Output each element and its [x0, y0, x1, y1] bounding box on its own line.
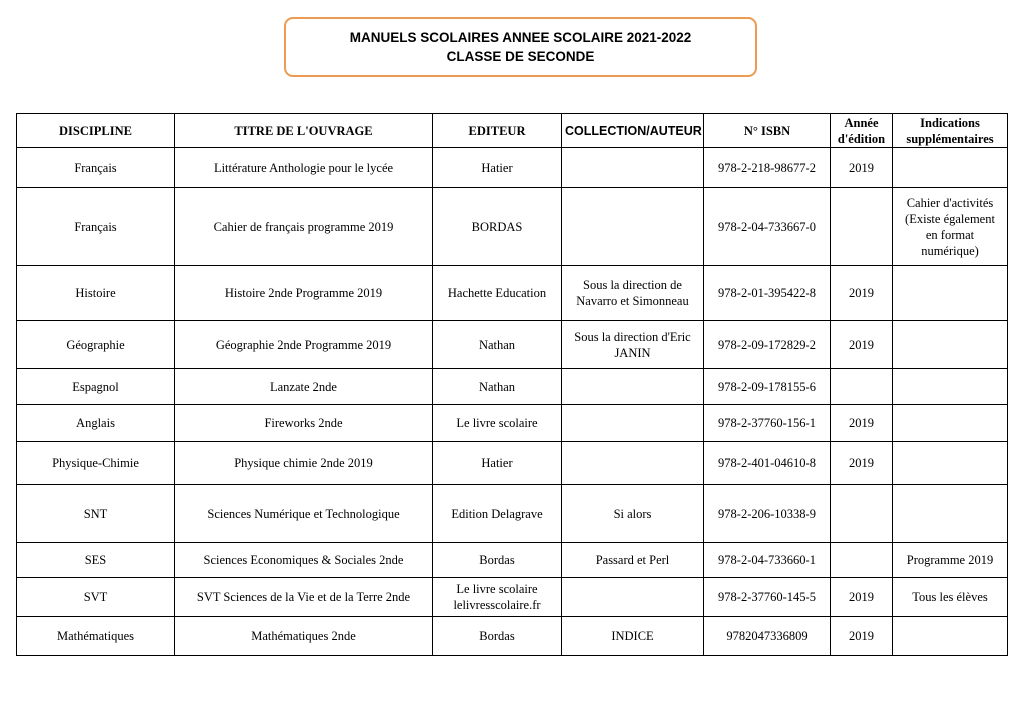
editeur-text: Bordas: [479, 553, 515, 567]
collection-text: Sous la direction de: [583, 278, 682, 292]
collection-text: JANIN: [614, 345, 651, 360]
header-editeur: EDITEUR: [433, 114, 562, 148]
isbn-cell: [704, 578, 831, 617]
discipline-cell: [17, 321, 175, 369]
collection-cell: [562, 188, 704, 266]
annee-text: 2019: [849, 590, 874, 604]
editeur-cell: [433, 617, 562, 656]
collection-cell: [562, 369, 704, 405]
editeur-text: BORDAS: [471, 219, 523, 234]
isbn-text: 978-2-04-733660-1: [718, 553, 816, 567]
titre-text: SVT Sciences de la Vie et de la Terre 2nde: [196, 590, 411, 604]
titre-text: Fireworks 2nde: [264, 416, 343, 430]
editeur-text: Le livre scolaire: [456, 582, 538, 596]
annee-cell: [831, 369, 893, 405]
titre-text: Lanzate 2nde: [270, 379, 337, 394]
collection-cell: [562, 617, 704, 656]
header-collection: COLLECTION/AUTEUR: [562, 114, 704, 148]
discipline-cell: [17, 188, 175, 266]
editeur-cell: [433, 543, 562, 578]
collection-text: Navarro et Simonneau: [576, 294, 689, 308]
indications-text: Tous les élèves: [912, 590, 988, 604]
header-annee-line-2: d'édition: [837, 131, 886, 146]
titre-text: Géographie 2nde Programme 2019: [215, 337, 392, 352]
isbn-cell: [704, 617, 831, 656]
editeur-text: Hachette Education: [447, 286, 547, 300]
editeur-cell: [433, 188, 562, 266]
editeur-cell: [433, 321, 562, 369]
titre-cell: [175, 188, 433, 266]
editeur-cell: [433, 578, 562, 617]
table-row: [17, 188, 1008, 266]
editeur-cell: [433, 148, 562, 188]
indications-cell: [893, 617, 1008, 656]
collection-text: Passard et Perl: [595, 553, 670, 567]
annee-text: 2019: [849, 629, 874, 643]
editeur-text: lelivresscolaire.fr: [453, 598, 541, 612]
discipline-text: Français: [74, 219, 117, 234]
annee-cell: [831, 188, 893, 266]
indications-text: en format: [925, 227, 975, 242]
editeur-cell: [433, 442, 562, 485]
header-annee-line-1: Année: [844, 115, 879, 130]
isbn-cell: [704, 485, 831, 543]
titre-cell: [175, 148, 433, 188]
annee-cell: [831, 543, 893, 578]
header-indications: [893, 114, 1008, 148]
annee-text: 2019: [849, 160, 874, 175]
collection-cell: [562, 543, 704, 578]
annee-text: 2019: [849, 456, 874, 470]
collection-cell: [562, 578, 704, 617]
annee-cell: [831, 148, 893, 188]
discipline-text: SVT: [83, 590, 108, 604]
collection-text: Sous la direction d'Eric: [574, 329, 691, 344]
titre-cell: [175, 405, 433, 442]
indications-cell: [893, 266, 1008, 321]
discipline-cell: [17, 485, 175, 543]
titre-cell: [175, 578, 433, 617]
discipline-cell: [17, 405, 175, 442]
indications-text: numérique): [921, 243, 979, 258]
isbn-cell: [704, 266, 831, 321]
indications-cell: [893, 442, 1008, 485]
discipline-cell: [17, 617, 175, 656]
table-row: [17, 369, 1008, 405]
discipline-text: Espagnol: [72, 379, 119, 394]
indications-cell: [893, 405, 1008, 442]
indications-text: Cahier d'activités: [906, 195, 994, 210]
header-annee: [831, 114, 893, 148]
editeur-text: Hatier: [481, 456, 513, 470]
isbn-cell: [704, 188, 831, 266]
isbn-cell: [704, 405, 831, 442]
isbn-text: 978-2-218-98677-2: [718, 160, 816, 175]
discipline-text: SES: [84, 553, 107, 567]
titre-cell: [175, 321, 433, 369]
header-discipline: DISCIPLINE: [17, 114, 175, 148]
isbn-cell: [704, 442, 831, 485]
table-row: [17, 405, 1008, 442]
isbn-text: 9782047336809: [726, 629, 808, 643]
titre-cell: [175, 617, 433, 656]
annee-text: 2019: [849, 286, 874, 300]
collection-cell: [562, 442, 704, 485]
isbn-cell: [704, 148, 831, 188]
annee-cell: [831, 578, 893, 617]
annee-text: 2019: [849, 416, 874, 430]
table-row: [17, 442, 1008, 485]
indications-cell: [893, 369, 1008, 405]
titre-cell: [175, 485, 433, 543]
discipline-cell: [17, 369, 175, 405]
titre-cell: [175, 442, 433, 485]
isbn-cell: [704, 543, 831, 578]
collection-text: INDICE: [611, 629, 654, 643]
discipline-text: Mathématiques: [56, 629, 135, 643]
editeur-cell: [433, 266, 562, 321]
titre-text: Cahier de français programme 2019: [213, 219, 394, 234]
collection-cell: [562, 485, 704, 543]
table-row: [17, 617, 1008, 656]
header-row: [17, 114, 1008, 148]
editeur-text: Edition Delagrave: [451, 506, 543, 521]
table-row: [17, 148, 1008, 188]
indications-text: Programme 2019: [906, 553, 994, 567]
annee-cell: [831, 617, 893, 656]
discipline-cell: [17, 266, 175, 321]
titre-text: Histoire 2nde Programme 2019: [224, 286, 383, 300]
indications-text: (Existe également: [905, 211, 995, 226]
table-row: [17, 578, 1008, 617]
editeur-cell: [433, 369, 562, 405]
indications-cell: [893, 148, 1008, 188]
annee-cell: [831, 321, 893, 369]
isbn-text: 978-2-01-395422-8: [718, 286, 816, 300]
titre-cell: [175, 266, 433, 321]
discipline-text: Anglais: [76, 416, 115, 430]
isbn-text: 978-2-37760-145-5: [718, 590, 816, 604]
indications-cell: [893, 543, 1008, 578]
discipline-cell: [17, 442, 175, 485]
indications-cell: [893, 485, 1008, 543]
editeur-text: Nathan: [478, 337, 516, 352]
isbn-text: 978-2-04-733667-0: [718, 219, 816, 234]
discipline-cell: [17, 543, 175, 578]
titre-text: Littérature Anthologie pour le lycée: [213, 160, 394, 175]
titre-text: Mathématiques 2nde: [251, 629, 356, 643]
table-row: [17, 543, 1008, 578]
indications-cell: [893, 188, 1008, 266]
collection-text: Si alors: [613, 506, 652, 521]
editeur-cell: [433, 485, 562, 543]
discipline-text: Français: [74, 160, 117, 175]
discipline-cell: [17, 578, 175, 617]
header-isbn: N° ISBN: [704, 114, 831, 148]
isbn-text: 978-2-37760-156-1: [718, 416, 816, 430]
discipline-text: Histoire: [75, 286, 116, 300]
discipline-text: SNT: [83, 506, 108, 521]
table-row: [17, 485, 1008, 543]
collection-cell: [562, 148, 704, 188]
isbn-text: 978-2-206-10338-9: [718, 506, 816, 521]
editeur-text: Hatier: [481, 160, 513, 175]
isbn-cell: [704, 369, 831, 405]
table-row: [17, 266, 1008, 321]
indications-cell: [893, 578, 1008, 617]
title-box: [284, 17, 757, 77]
collection-cell: [562, 266, 704, 321]
header-titre: TITRE DE L'OUVRAGE: [175, 114, 433, 148]
titre-text: Sciences Numérique et Technologique: [207, 506, 400, 521]
collection-cell: [562, 321, 704, 369]
indications-cell: [893, 321, 1008, 369]
table-row: [17, 321, 1008, 369]
discipline-text: Physique-Chimie: [52, 456, 139, 470]
isbn-text: 978-2-09-172829-2: [718, 337, 816, 352]
titre-cell: [175, 543, 433, 578]
header-indications-line-1: Indications: [920, 115, 980, 130]
annee-text: 2019: [849, 337, 874, 352]
isbn-cell: [704, 321, 831, 369]
editeur-text: Le livre scolaire: [456, 416, 538, 430]
annee-cell: [831, 405, 893, 442]
title-line-1: MANUELS SCOLAIRES ANNEE SCOLAIRE 2021-2022: [349, 30, 692, 45]
annee-cell: [831, 485, 893, 543]
editeur-text: Bordas: [479, 629, 515, 643]
annee-cell: [831, 442, 893, 485]
header-indications-line-2: supplémentaires: [906, 131, 994, 146]
annee-cell: [831, 266, 893, 321]
discipline-text: Géographie: [66, 337, 125, 352]
editeur-cell: [433, 405, 562, 442]
discipline-cell: [17, 148, 175, 188]
collection-cell: [562, 405, 704, 442]
isbn-text: 978-2-401-04610-8: [718, 456, 816, 470]
isbn-text: 978-2-09-178155-6: [718, 379, 816, 394]
titre-text: Sciences Economiques & Sociales 2nde: [203, 553, 404, 567]
titre-cell: [175, 369, 433, 405]
title-line-2: CLASSE DE SECONDE: [446, 49, 595, 64]
titre-text: Physique chimie 2nde 2019: [234, 456, 373, 470]
textbook-table: [16, 113, 1008, 656]
editeur-text: Nathan: [478, 379, 516, 394]
